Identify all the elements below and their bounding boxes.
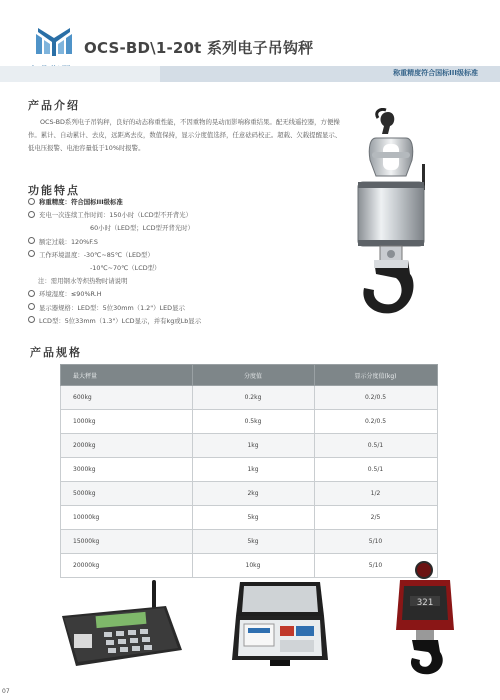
page-number: 07 (2, 688, 10, 695)
cell-capacity: 600kg (61, 386, 193, 410)
feature-item: LCD型：5位33mm（1.3"）LCD显示，并有kg或Lb显示 (28, 315, 328, 328)
bullet-icon (28, 250, 35, 257)
cell-capacity: 3000kg (61, 458, 193, 482)
bullet-icon (28, 237, 35, 244)
feature-item: 称重精度：符合国标III级标准 (28, 196, 328, 209)
col-header-max-capacity: 最大秤量 (61, 365, 193, 386)
svg-text:321: 321 (416, 598, 434, 608)
bullet-icon (28, 290, 35, 297)
feature-item: 额定过载：120%F.S (28, 236, 328, 249)
table-row (61, 554, 438, 578)
specs-heading: 产品规格 (30, 346, 82, 359)
cell-display-division: 0.2/0.5 (315, 386, 438, 410)
cell-display-division: 1/2 (315, 482, 438, 506)
features-list (28, 196, 328, 328)
red-crane-scale-image (390, 560, 460, 678)
table-row (61, 482, 438, 506)
cell-display-division: 0.2/0.5 (315, 410, 438, 434)
cell-division: 2kg (193, 482, 315, 506)
feature-item: 充电一次连续工作时间：150小时（LCD型不开背光） (28, 209, 328, 222)
cell-capacity: 1000kg (61, 410, 193, 434)
specs-table (60, 364, 438, 578)
table-row (61, 434, 438, 458)
bullet-icon (28, 198, 35, 205)
bullet-icon (28, 211, 35, 218)
feature-item: 显示器规格：LED型：5位30mm（1.2"）LED显示 (28, 302, 328, 315)
cell-division: 0.5kg (193, 410, 315, 434)
cell-division: 0.2kg (193, 386, 315, 410)
intro-heading: 产品介绍 (28, 99, 80, 112)
indicator-terminal-image (56, 576, 188, 676)
cell-display-division: 5/10 (315, 554, 438, 578)
page-title: OCS-BD\1-20t 系列电子吊钩秤 (84, 39, 314, 57)
features-heading: 功能特点 (28, 184, 80, 197)
bullet-icon (28, 303, 35, 310)
feature-note: 注：需用钢水等炽热物时请说明 (38, 277, 128, 286)
cell-display-division: 2/5 (315, 506, 438, 530)
brand-logo (34, 24, 74, 60)
cell-division: 5kg (193, 506, 315, 530)
cell-display-division: 0.5/1 (315, 458, 438, 482)
header-band-accent (0, 66, 160, 82)
cell-capacity: 10000kg (61, 506, 193, 530)
table-row (61, 410, 438, 434)
intro-paragraph: OCS-BD系列电子吊钩秤，良好的动态称重性能，不因重物的晃动而影响称重结果。配无线遥控器，方便操作。累计、自动累计、去皮，远距离去皮，数值保持，显示分度值选择，任意砝码校正。超载、欠载提醒显示、低电压报警、电池容量低于10%时报警。 (28, 118, 342, 152)
cell-display-division: 5/10 (315, 530, 438, 554)
crane-scale-image (330, 108, 460, 324)
cell-division: 5kg (193, 530, 315, 554)
cell-capacity: 15000kg (61, 530, 193, 554)
cell-capacity: 5000kg (61, 482, 193, 506)
standard-note: 称重精度符合国标III级标准 (393, 69, 478, 77)
table-header-row (61, 365, 438, 386)
feature-item: 环境湿度：≤90%R.H (28, 288, 328, 301)
feature-item-continuation: -10℃~70℃（LCD型） (90, 263, 161, 272)
col-header-division: 分度值 (193, 365, 315, 386)
cell-division: 1kg (193, 434, 315, 458)
cell-capacity: 2000kg (61, 434, 193, 458)
cell-division: 1kg (193, 458, 315, 482)
table-row (61, 386, 438, 410)
feature-item: 工作环境温度：-30℃~85℃（LED型） (28, 249, 328, 262)
table-row (61, 530, 438, 554)
cell-division: 10kg (193, 554, 315, 578)
feature-item-continuation: 60小时（LED型；LCD型开背光时） (90, 224, 194, 233)
bullet-icon (28, 316, 35, 323)
carry-case-image (230, 576, 330, 676)
table-row (61, 506, 438, 530)
table-row (61, 458, 438, 482)
col-header-display-division: 显示分度值(kg) (315, 365, 438, 386)
cell-display-division: 0.5/1 (315, 434, 438, 458)
cell-capacity: 20000kg (61, 554, 193, 578)
